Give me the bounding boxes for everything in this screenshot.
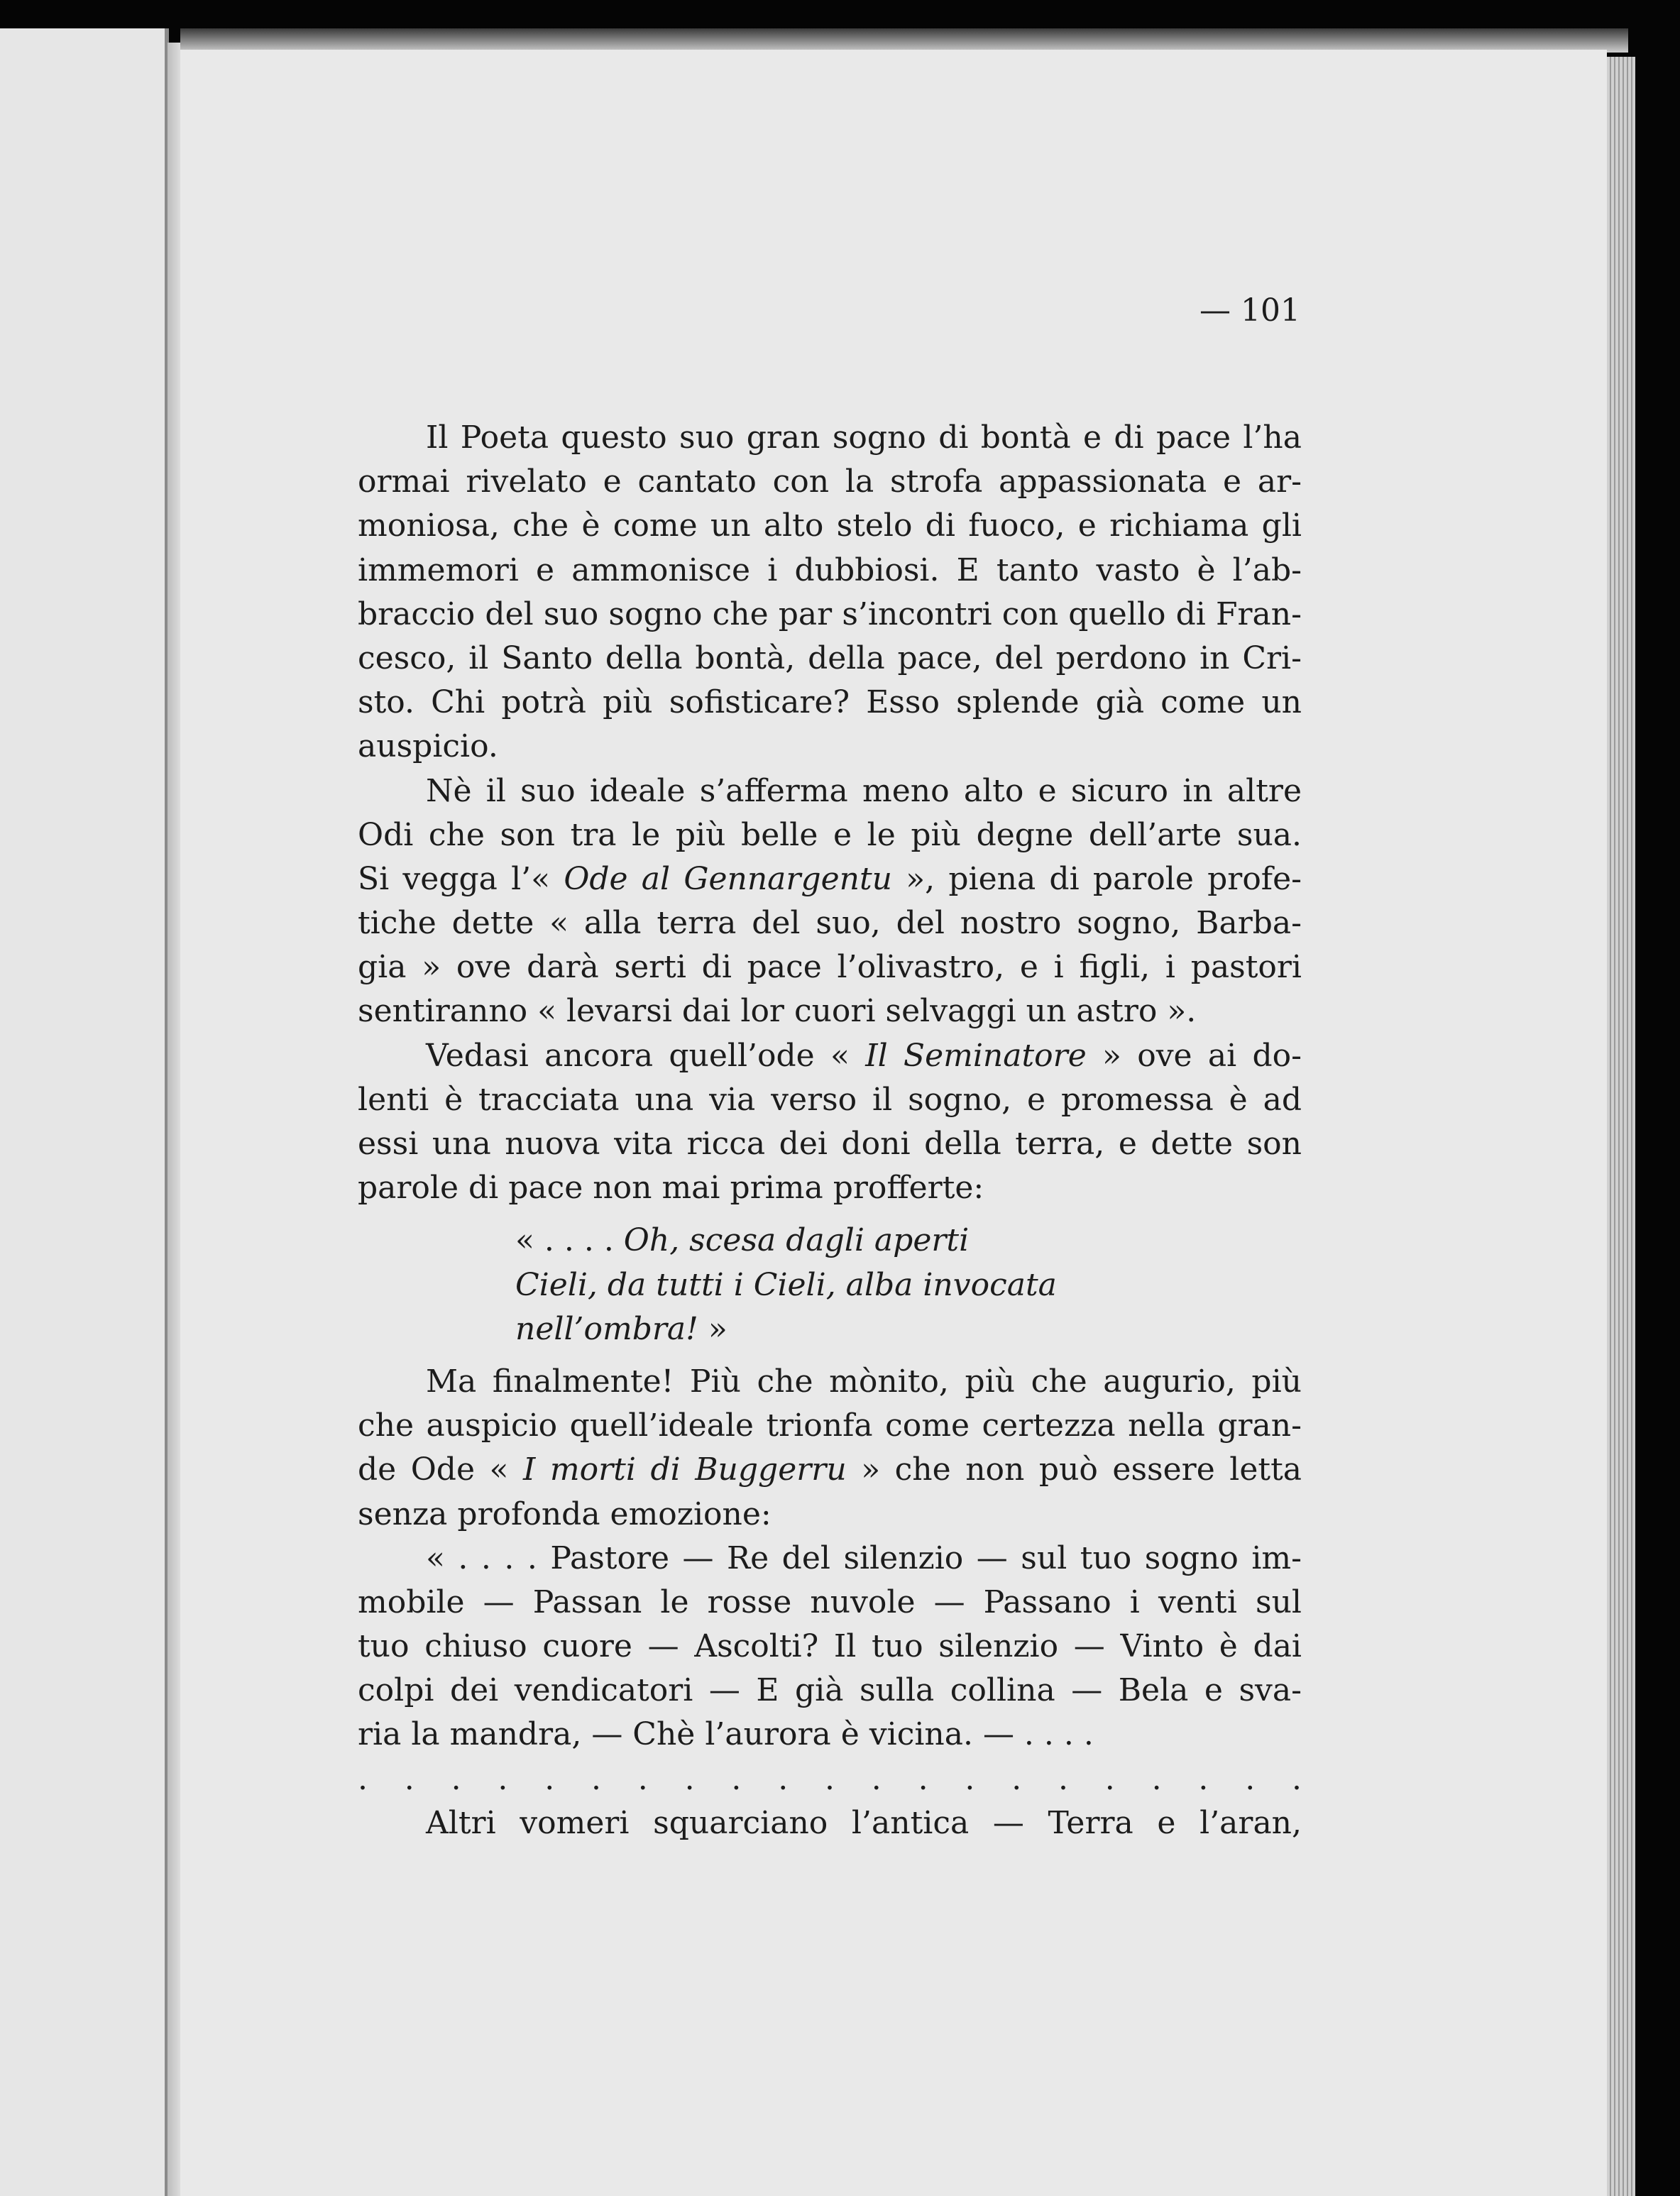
text-line: « . . . . Pastore — Re del silenzio — sul tuo sogno im- — [426, 1539, 1302, 1576]
text-fragment: Oh, scesa dagli aperti — [623, 1222, 970, 1259]
text-line — [358, 1034, 1302, 1078]
page-top-edge — [180, 28, 1628, 53]
spacer — [358, 1351, 1302, 1360]
text-line: parole di pace non mai prima profferte: — [358, 1170, 984, 1207]
text-line: auspicio. — [358, 728, 498, 765]
text-line: che auspicio quell’ideale trionfa come certezza nella gran- — [358, 1407, 1302, 1444]
text-line: gia » ove darà serti di pace l’olivastro, e i figli, i pastori — [358, 949, 1302, 986]
verse-line — [358, 1219, 1302, 1263]
page-number: — 101 — [1199, 292, 1300, 329]
text-line: mobile — Passan le rosse nuvole — Passano i venti sul — [358, 1583, 1302, 1620]
text-line: colpi dei vendicatori — E già sulla collina — Bela e sva- — [358, 1672, 1302, 1709]
text-line: sentiranno « levarsi dai lor cuori selvaggi un astro ». — [358, 993, 1197, 1030]
paragraph-3 — [358, 1034, 1302, 1211]
text-fragment: de Ode « — [358, 1451, 523, 1488]
text-fragment: » che non può essere letta — [846, 1451, 1302, 1488]
paragraph-1 — [358, 416, 1302, 769]
work-title: Il Seminatore — [865, 1037, 1087, 1074]
text-line — [358, 857, 1302, 901]
work-title: Ode al Gennargentu — [564, 860, 893, 897]
spacer — [358, 1210, 1302, 1219]
text-fragment: Si vegga l’« — [358, 860, 564, 897]
work-title: I morti di Buggerru — [523, 1451, 847, 1488]
text-fragment: » ove ai do- — [1086, 1037, 1302, 1074]
text-line: senza profonda emozione: — [358, 1495, 772, 1532]
text-fragment: Vedasi ancora quell’ode « — [426, 1037, 866, 1074]
text-line: Odi che son tra le più belle e le più degne dell’arte sua. — [358, 816, 1302, 853]
paragraph-4 — [358, 1360, 1302, 1537]
text-line: essi una nuova vita ricca dei doni della terra, e dette son — [358, 1126, 1302, 1162]
verse-quote — [358, 1219, 1302, 1351]
text-line: braccio del suo sogno che par s’incontri con quello di Fran- — [358, 595, 1302, 632]
page-edges — [1607, 57, 1635, 2196]
verse-line — [358, 1307, 1302, 1351]
text-line: Altri vomeri squarciano l’antica — Terra e l’aran, — [426, 1804, 1302, 1841]
text-fragment: nell’ombra! — [515, 1310, 698, 1347]
text-line: Nè il suo ideale s’afferma meno alto e sicuro in altre — [426, 772, 1302, 809]
verse-line: Cieli, da tutti i Cieli, alba invocata — [515, 1266, 1057, 1303]
prose-quote — [358, 1537, 1302, 1757]
text-line: tiche dette « alla terra del suo, del nostro sogno, Barba- — [358, 905, 1302, 942]
text-line: moniosa, che è come un alto stelo di fuoco, e richiama gli — [358, 507, 1302, 544]
text-fragment: « . . . . — [515, 1222, 624, 1259]
ellipsis-row: . . . . . . . . . . . . . . . . . . . . . — [358, 1760, 1302, 1797]
text-line: lenti è tracciata una via verso il sogno, e promessa è ad — [358, 1081, 1302, 1118]
left-facing-page — [0, 28, 169, 2196]
text-line: ria la mandra, — Chè l’aurora è vicina. — . . . . — [358, 1716, 1094, 1753]
text-line: Il Poeta questo suo gran sogno di bontà e di pace l’ha — [426, 419, 1302, 456]
text-fragment: » — [698, 1310, 728, 1347]
text-line: tuo chiuso cuore — Ascolti? Il tuo silenzio — Vinto è dai — [358, 1628, 1302, 1665]
text-line — [358, 1448, 1302, 1492]
book-gutter — [168, 43, 180, 2196]
text-fragment: », piena di parole profe- — [892, 860, 1302, 897]
text-line: immemori e ammonisce i dubbiosi. E tanto vasto è l’ab- — [358, 551, 1302, 588]
text-line: Ma finalmente! Più che mònito, più che augurio, più — [426, 1363, 1302, 1400]
text-line: sto. Chi potrà più sofisticare? Esso splende già come un — [358, 684, 1302, 721]
page-text — [358, 416, 1302, 1845]
paragraph-2 — [358, 769, 1302, 1034]
text-line: cesco, il Santo della bontà, della pace, del perdono in Cri- — [358, 639, 1302, 676]
text-line: ormai rivelato e cantato con la strofa appassionata e ar- — [358, 463, 1302, 500]
